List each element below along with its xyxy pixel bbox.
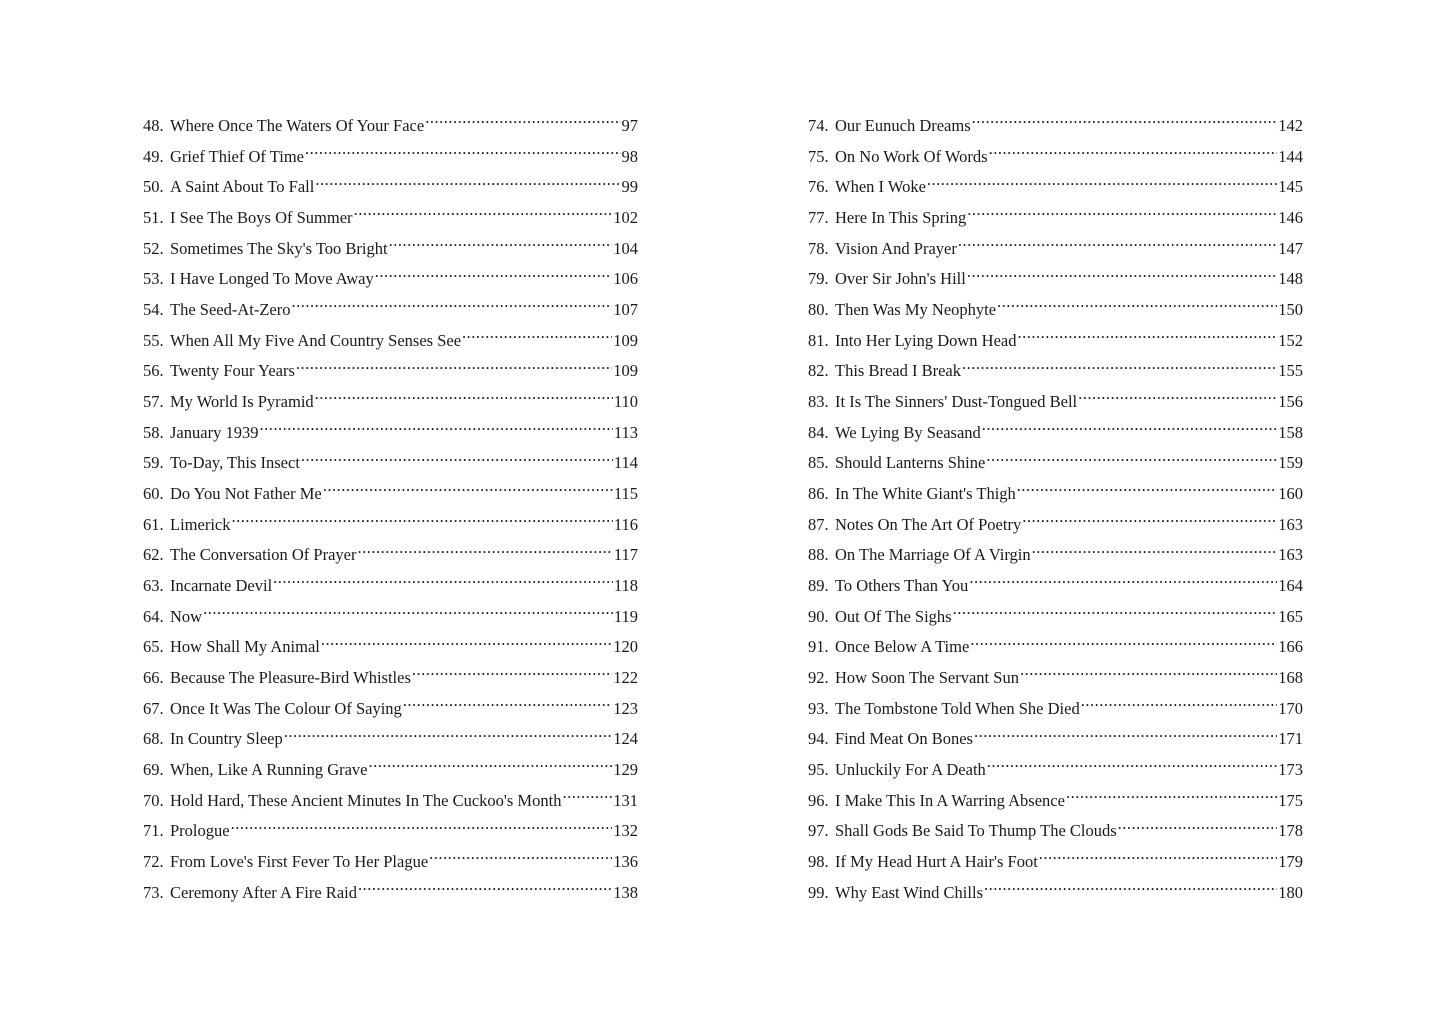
entry-page-number: 107: [613, 300, 638, 320]
entry-page-number: 163: [1278, 514, 1303, 534]
entry-number: 90.: [808, 606, 829, 626]
entry-title: January 1939: [170, 422, 259, 442]
dot-leader: [1017, 483, 1277, 500]
entry-title: Now: [170, 606, 203, 626]
entry-number: 98.: [808, 852, 829, 872]
entry-page-number: 136: [613, 852, 638, 872]
entry-number: 91.: [808, 637, 829, 657]
entry-number: 94.: [808, 729, 829, 749]
entry-number: 54.: [143, 300, 164, 320]
entry-page-number: 104: [613, 238, 638, 258]
entry-page-number: 159: [1278, 453, 1303, 473]
dot-leader: [953, 605, 1278, 622]
entry-title: In The White Giant's Thigh: [835, 484, 1016, 504]
dot-leader: [231, 513, 612, 530]
toc-entry[interactable]: [143, 356, 638, 387]
entry-page-number: 168: [1278, 668, 1303, 688]
toc-entry[interactable]: [143, 510, 638, 541]
entry-title: Why East Wind Chills: [835, 882, 983, 902]
toc-entry[interactable]: [808, 878, 1303, 909]
entry-page-number: 160: [1278, 484, 1303, 504]
entry-title: The Conversation Of Prayer: [170, 545, 357, 565]
entry-number: 70.: [143, 790, 164, 810]
entry-title: Do You Not Father Me: [170, 484, 322, 504]
entry-title: When I Woke: [835, 177, 926, 197]
entry-page-number: 180: [1278, 882, 1303, 902]
toc-entry[interactable]: [808, 694, 1303, 725]
entry-title: Vision And Prayer: [835, 238, 957, 258]
toc-entry[interactable]: [808, 816, 1303, 847]
entry-page-number: 170: [1278, 698, 1303, 718]
entry-page-number: 156: [1278, 392, 1303, 412]
toc-entry[interactable]: [143, 847, 638, 878]
entry-title: We Lying By Seasand: [835, 422, 981, 442]
dot-leader: [315, 176, 620, 193]
dot-leader: [972, 115, 1278, 132]
entry-number: 53.: [143, 269, 164, 289]
toc-entry[interactable]: [143, 694, 638, 725]
dot-leader: [989, 145, 1278, 162]
toc-entry[interactable]: [808, 418, 1303, 449]
dot-leader: [967, 268, 1277, 285]
toc-entry[interactable]: [808, 602, 1303, 633]
entry-page-number: 158: [1278, 422, 1303, 442]
entry-title: My World Is Pyramid: [170, 392, 314, 412]
entry-title: Limerick: [170, 514, 231, 534]
entry-number: 63.: [143, 576, 164, 596]
toc-entry[interactable]: [143, 786, 638, 817]
entry-title: When All My Five And Country Senses See: [170, 330, 462, 350]
dot-leader: [389, 237, 613, 254]
entry-page-number: 110: [613, 392, 638, 412]
entry-page-number: 122: [613, 668, 638, 688]
entry-number: 85.: [808, 453, 829, 473]
dot-leader: [1039, 851, 1277, 868]
entry-number: 57.: [143, 392, 164, 412]
entry-page-number: 98: [621, 146, 638, 166]
entry-title: Into Her Lying Down Head: [835, 330, 1017, 350]
entry-page-number: 145: [1278, 177, 1303, 197]
entry-number: 69.: [143, 760, 164, 780]
entry-title: How Soon The Servant Sun: [835, 668, 1019, 688]
dot-leader: [1017, 329, 1277, 346]
entry-title: It Is The Sinners' Dust-Tongued Bell: [835, 392, 1078, 412]
dot-leader: [358, 544, 613, 561]
entry-number: 92.: [808, 668, 829, 688]
dot-leader: [369, 759, 613, 776]
entry-number: 86.: [808, 484, 829, 504]
entry-title: Should Lanterns Shine: [835, 453, 986, 473]
toc-entry[interactable]: [143, 172, 638, 203]
entry-title: Twenty Four Years: [170, 361, 295, 381]
entry-number: 84.: [808, 422, 829, 442]
dot-leader: [1066, 789, 1277, 806]
dot-leader: [358, 881, 612, 898]
toc-entry[interactable]: [143, 264, 638, 295]
toc-entry[interactable]: [808, 510, 1303, 541]
entry-title: This Bread I Break: [835, 361, 961, 381]
entry-number: 93.: [808, 698, 829, 718]
toc-entry[interactable]: [143, 724, 638, 755]
entry-page-number: 129: [613, 760, 638, 780]
entry-number: 80.: [808, 300, 829, 320]
toc-entry[interactable]: [808, 264, 1303, 295]
entry-number: 52.: [143, 238, 164, 258]
entry-title: On The Marriage Of A Virgin: [835, 545, 1031, 565]
entry-title: Prologue: [170, 821, 230, 841]
dot-leader: [296, 360, 612, 377]
entry-page-number: 102: [613, 208, 638, 228]
dot-leader: [970, 636, 1277, 653]
dot-leader: [987, 759, 1277, 776]
entry-number: 51.: [143, 208, 164, 228]
entry-title: If My Head Hurt A Hair's Foot: [835, 852, 1038, 872]
dot-leader: [315, 391, 613, 408]
entry-number: 71.: [143, 821, 164, 841]
entry-page-number: 147: [1278, 238, 1303, 258]
dot-leader: [462, 329, 612, 346]
entry-number: 50.: [143, 177, 164, 197]
entry-page-number: 152: [1278, 330, 1303, 350]
entry-page-number: 119: [613, 606, 638, 626]
entry-page-number: 146: [1278, 208, 1303, 228]
entry-number: 95.: [808, 760, 829, 780]
entry-page-number: 166: [1278, 637, 1303, 657]
entry-title: Grief Thief Of Time: [170, 146, 304, 166]
entry-number: 83.: [808, 392, 829, 412]
dot-leader: [1020, 667, 1277, 684]
toc-entry[interactable]: [143, 295, 638, 326]
dot-leader: [323, 483, 613, 500]
entry-page-number: 179: [1278, 852, 1303, 872]
entry-page-number: 109: [613, 361, 638, 381]
dot-leader: [412, 667, 612, 684]
entry-page-number: 175: [1278, 790, 1303, 810]
entry-title: Over Sir John's Hill: [835, 269, 966, 289]
dot-leader: [292, 299, 613, 316]
entry-page-number: 171: [1278, 729, 1303, 749]
entry-number: 88.: [808, 545, 829, 565]
entry-title: Unluckily For A Death: [835, 760, 986, 780]
entry-title: Once Below A Time: [835, 637, 970, 657]
toc-entry[interactable]: [143, 571, 638, 602]
entry-title: How Shall My Animal: [170, 637, 320, 657]
dot-leader: [1118, 820, 1278, 837]
dot-leader: [259, 421, 612, 438]
entry-title: Our Eunuch Dreams: [835, 116, 971, 135]
entry-number: 74.: [808, 116, 829, 135]
dot-leader: [967, 207, 1277, 224]
entry-number: 49.: [143, 146, 164, 166]
dot-leader: [962, 360, 1277, 377]
entry-title: From Love's First Fever To Her Plague: [170, 852, 429, 872]
entry-title: The Tombstone Told When She Died: [835, 698, 1080, 718]
toc-entry[interactable]: [808, 479, 1303, 510]
toc-entry[interactable]: [143, 111, 638, 142]
entry-title: In Country Sleep: [170, 729, 283, 749]
toc-entry[interactable]: [143, 418, 638, 449]
toc-entry[interactable]: [808, 203, 1303, 234]
toc-entry[interactable]: [143, 816, 638, 847]
entry-page-number: 155: [1278, 361, 1303, 381]
toc-entry[interactable]: [808, 326, 1303, 357]
entry-page-number: 131: [613, 790, 638, 810]
entry-number: 79.: [808, 269, 829, 289]
entry-number: 48.: [143, 116, 164, 135]
dot-leader: [375, 268, 613, 285]
entry-title: To Others Than You: [835, 576, 969, 596]
entry-page-number: 124: [613, 729, 638, 749]
toc-entry[interactable]: [808, 111, 1303, 142]
entry-title: I Have Longed To Move Away: [170, 269, 374, 289]
entry-number: 68.: [143, 729, 164, 749]
entry-number: 78.: [808, 238, 829, 258]
toc-entry[interactable]: [808, 724, 1303, 755]
entry-number: 81.: [808, 330, 829, 350]
entry-number: 60.: [143, 484, 164, 504]
entry-page-number: 97: [621, 116, 638, 135]
entry-title: I Make This In A Warring Absence: [835, 790, 1065, 810]
entry-page-number: 144: [1278, 146, 1303, 166]
dot-leader: [1078, 391, 1277, 408]
toc-entry[interactable]: [143, 632, 638, 663]
dot-leader: [284, 728, 613, 745]
entry-page-number: 109: [613, 330, 638, 350]
entry-title: Hold Hard, These Ancient Minutes In The Cuckoo's Month: [170, 790, 562, 810]
dot-leader: [203, 605, 613, 622]
entry-number: 58.: [143, 422, 164, 442]
entry-number: 56.: [143, 361, 164, 381]
entry-title: Then Was My Neophyte: [835, 300, 997, 320]
toc-right-column: [808, 111, 1303, 908]
entry-number: 97.: [808, 821, 829, 841]
toc-entry[interactable]: [808, 847, 1303, 878]
entry-title: To-Day, This Insect: [170, 453, 300, 473]
entry-number: 76.: [808, 177, 829, 197]
entry-number: 89.: [808, 576, 829, 596]
toc-entry[interactable]: [808, 448, 1303, 479]
entry-page-number: 163: [1278, 545, 1303, 565]
dot-leader: [231, 820, 613, 837]
entry-title: Incarnate Devil: [170, 576, 273, 596]
entry-page-number: 117: [613, 545, 638, 565]
entry-number: 62.: [143, 545, 164, 565]
dot-leader: [301, 452, 613, 469]
dot-leader: [403, 697, 612, 714]
entry-page-number: 116: [613, 514, 638, 534]
entry-title: Shall Gods Be Said To Thump The Clouds: [835, 821, 1117, 841]
entry-number: 66.: [143, 668, 164, 688]
entry-number: 82.: [808, 361, 829, 381]
entry-page-number: 123: [613, 698, 638, 718]
entry-page-number: 148: [1278, 269, 1303, 289]
entry-title: Find Meat On Bones: [835, 729, 973, 749]
entry-title: Out Of The Sighs: [835, 606, 952, 626]
toc-entry[interactable]: [143, 142, 638, 173]
entry-number: 72.: [143, 852, 164, 872]
entry-title: Sometimes The Sky's Too Bright: [170, 238, 388, 258]
entry-page-number: 120: [613, 637, 638, 657]
entry-number: 64.: [143, 606, 164, 626]
dot-leader: [425, 115, 620, 132]
dot-leader: [1022, 513, 1277, 530]
toc-entry[interactable]: [143, 878, 638, 909]
entry-number: 73.: [143, 882, 164, 902]
entry-page-number: 115: [613, 484, 638, 504]
entry-number: 96.: [808, 790, 829, 810]
dot-leader: [354, 207, 613, 224]
dot-leader: [974, 728, 1277, 745]
entry-title: A Saint About To Fall: [170, 177, 315, 197]
entry-number: 59.: [143, 453, 164, 473]
dot-leader: [969, 575, 1277, 592]
toc-entry[interactable]: [143, 540, 638, 571]
toc-entry[interactable]: [808, 571, 1303, 602]
entry-title: Where Once The Waters Of Your Face: [170, 116, 425, 135]
entry-page-number: 138: [613, 882, 638, 902]
entry-page-number: 173: [1278, 760, 1303, 780]
toc-entry[interactable]: [143, 387, 638, 418]
dot-leader: [273, 575, 613, 592]
dot-leader: [927, 176, 1277, 193]
dot-leader: [562, 789, 612, 806]
entry-page-number: 106: [613, 269, 638, 289]
toc-entry[interactable]: [808, 387, 1303, 418]
dot-leader: [984, 881, 1277, 898]
entry-page-number: 114: [613, 453, 638, 473]
entry-number: 99.: [808, 882, 829, 902]
entry-page-number: 113: [613, 422, 638, 442]
toc-entry[interactable]: [808, 356, 1303, 387]
entry-page-number: 118: [613, 576, 638, 596]
entry-page-number: 150: [1278, 300, 1303, 320]
entry-number: 55.: [143, 330, 164, 350]
toc-left-column: [143, 111, 638, 908]
entry-title: Once It Was The Colour Of Saying: [170, 698, 402, 718]
entry-page-number: 164: [1278, 576, 1303, 596]
dot-leader: [429, 851, 612, 868]
entry-title: On No Work Of Words: [835, 146, 988, 166]
toc-entry[interactable]: [808, 663, 1303, 694]
toc-entry[interactable]: [808, 755, 1303, 786]
dot-leader: [1032, 544, 1278, 561]
dot-leader: [986, 452, 1277, 469]
dot-leader: [997, 299, 1277, 316]
toc-entry[interactable]: [808, 295, 1303, 326]
entry-title: The Seed-At-Zero: [170, 300, 291, 320]
entry-page-number: 178: [1278, 821, 1303, 841]
toc-entry[interactable]: [143, 755, 638, 786]
dot-leader: [1081, 697, 1278, 714]
toc-entry[interactable]: [808, 142, 1303, 173]
entry-number: 65.: [143, 637, 164, 657]
entry-page-number: 165: [1278, 606, 1303, 626]
entry-title: Because The Pleasure-Bird Whistles: [170, 668, 411, 688]
toc-entry[interactable]: [808, 540, 1303, 571]
entry-page-number: 132: [613, 821, 638, 841]
entry-number: 87.: [808, 514, 829, 534]
toc-entry[interactable]: [808, 172, 1303, 203]
entry-title: Here In This Spring: [835, 208, 967, 228]
toc-entry[interactable]: [808, 632, 1303, 663]
entry-title: When, Like A Running Grave: [170, 760, 368, 780]
entry-number: 61.: [143, 514, 164, 534]
dot-leader: [982, 421, 1277, 438]
toc-entry[interactable]: [143, 326, 638, 357]
entry-title: Notes On The Art Of Poetry: [835, 514, 1022, 534]
entry-number: 77.: [808, 208, 829, 228]
toc-entry[interactable]: [143, 602, 638, 633]
dot-leader: [305, 145, 621, 162]
dot-leader: [958, 237, 1277, 254]
toc-entry[interactable]: [143, 203, 638, 234]
toc-entry[interactable]: [143, 448, 638, 479]
toc-entry[interactable]: [143, 663, 638, 694]
toc-entry[interactable]: [808, 786, 1303, 817]
toc-entry[interactable]: [143, 479, 638, 510]
entry-number: 67.: [143, 698, 164, 718]
toc-entry[interactable]: [143, 234, 638, 265]
entry-title: I See The Boys Of Summer: [170, 208, 353, 228]
dot-leader: [321, 636, 612, 653]
entry-number: 75.: [808, 146, 829, 166]
entry-page-number: 99: [621, 177, 638, 197]
toc-entry[interactable]: [808, 234, 1303, 265]
entry-title: Ceremony After A Fire Raid: [170, 882, 357, 902]
entry-page-number: 142: [1278, 116, 1303, 135]
